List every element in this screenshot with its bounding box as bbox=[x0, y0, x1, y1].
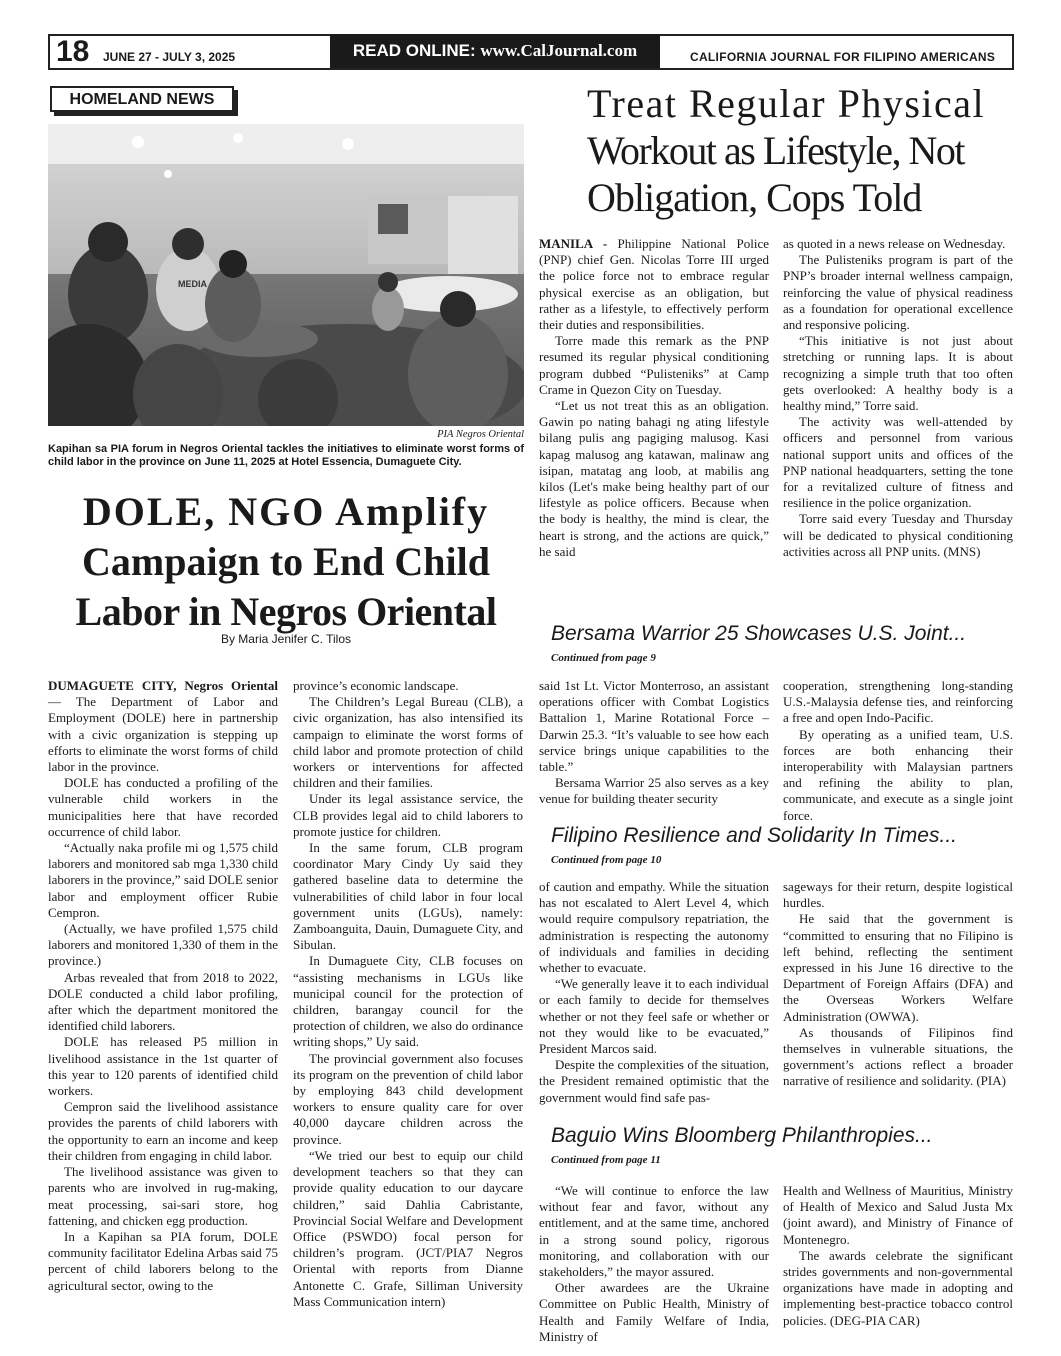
treat-paragraph: Torre said every Tuesday and Thursday will be dedicated to physical conditioning activities across all PNP units. (MNS) bbox=[783, 511, 1013, 559]
dole-paragraph: “We tried our best to equip our child development teachers so that they can provide quality education to our daycare children,” said Dahlia Cabristante, Provincial Social Welfare and Development Office (PSWDO) focal person for children’s program. (JCT/PIA7 Negros Oriental with reports from Dianne Antonette C. Grafe, Silliman University Mass Communication intern) bbox=[293, 1147, 523, 1309]
baguio-paragraph: “We will continue to enforce the law without fear and favor, without any entitlement, and at the same time, anchored in a strong sound policy, rigorous monitoring, and collaboration with our stakeholders,” the mayor assured. bbox=[539, 1183, 769, 1280]
page-number: 18 bbox=[56, 35, 90, 68]
dole-paragraph: The Children’s Legal Bureau (CLB), a civic organization, has also intensified its campaign to eliminate the worst forms of child labor and promote protection of child workers or interventions for affected children and their families. bbox=[293, 694, 523, 791]
dole-headline-line2: Campaign to End Child bbox=[82, 539, 490, 584]
resilience-continued: Continued from page 10 bbox=[551, 854, 662, 866]
baguio-paragraph: Health and Wellness of Mauritius, Ministry of Health of Mexico and Salud Justa Mx (joint award), and Ministry of Finance of Montenegro. bbox=[783, 1183, 1013, 1247]
treat-paragraph: as quoted in a news release on Wednesday. bbox=[783, 236, 1006, 251]
issue-date: JUNE 27 - JULY 3, 2025 bbox=[103, 50, 236, 64]
baguio-column-2 bbox=[783, 1183, 1013, 1329]
dole-column-2 bbox=[293, 678, 523, 1310]
bersama-paragraph: By operating as a unified team, U.S. forces are both enhancing their interoperability with Malaysian partners and refining the ability to plan, communicate, and execute as a single joint force. bbox=[783, 726, 1013, 823]
dole-paragraph: province’s economic landscape. bbox=[293, 678, 459, 693]
dole-paragraph: The provincial government also focuses its program on the prevention of child labor by employing 843 child development workers to ensure quality care for over 40,000 daycare children across the province. bbox=[293, 1050, 523, 1147]
baguio-column-1 bbox=[539, 1183, 769, 1345]
treat-paragraph: Torre made this remark as the PNP resumed its regular physical conditioning program dubbed “Pulisteniks” at Camp Crame in Quezon City on Tuesday. bbox=[539, 333, 769, 397]
dole-paragraph: Under its legal assistance service, the CLB provides legal aid to child laborers to promote justice for children. bbox=[293, 791, 523, 839]
shirt-text: MEDIA bbox=[178, 279, 207, 289]
bersama-paragraph: Bersama Warrior 25 also serves as a key venue for building theater security bbox=[539, 775, 769, 807]
dole-headline-line1: DOLE, NGO Amplify bbox=[82, 489, 490, 534]
resilience-paragraph: He said that the government is “committed to ensuring that no Filipino is left behind, reflecting the sentiment expressed in his June 16 directive to the Department of Foreign Affairs (DFA) and the Overseas Workers Welfare Administration (OWWA). bbox=[783, 911, 1013, 1024]
bersama-continued: Continued from page 9 bbox=[551, 652, 656, 664]
dole-dateline: DUMAGUETE CITY, Negros Oriental bbox=[48, 678, 278, 693]
resilience-paragraph: of caution and empathy. While the situation has not escalated to Alert Level 4, which would require compulsory repatriation, the administration is respecting the autonomy of individuals and families in deciding whether to evacuate. bbox=[539, 879, 769, 976]
resilience-paragraph: Despite the complexities of the situation, the President remained optimistic that the government would find safe pas- bbox=[539, 1057, 769, 1105]
treat-dateline: MANILA - bbox=[539, 236, 608, 251]
read-online-banner bbox=[330, 34, 660, 68]
bersama-paragraph: cooperation, strengthening long-standing U.S.-Malaysia defense ties, and reinforcing a free and open Indo-Pacific. bbox=[783, 678, 1013, 726]
treat-headline-line1: Treat Regular Physical bbox=[587, 81, 986, 126]
treat-paragraph: “Let us not treat this as an obligation. Gawin po nating bahagi ng ating lifestyle bilang pulis ang pagiging malusog. Kasi kapag malusog ang katawan, malinaw ang isipan, matatag ang loob, at mabilis ang kilos (Let's make being healthy part of our lifestyle as police officers. Because when the body is healthy, the mind is clear, the heart is strong, and the actions are quick,” he said bbox=[539, 398, 769, 559]
baguio-continued: Continued from page 11 bbox=[551, 1154, 661, 1166]
treat-column-1 bbox=[539, 236, 769, 560]
baguio-headline: Baguio Wins Bloomberg Philanthropies... bbox=[551, 1124, 933, 1147]
bersama-headline: Bersama Warrior 25 Showcases U.S. Joint... bbox=[551, 622, 967, 645]
dole-paragraph: In Dumaguete City, CLB focuses on “assisting mechanisms in LGUs like municipal council for the protection of children, barangay council for the protection of children, we also do ordinance writing shops,” Uy said. bbox=[293, 953, 523, 1050]
resilience-paragraph: sageways for their return, despite logistical hurdles. bbox=[783, 879, 1013, 911]
dole-paragraph: (Actually, we have profiled 1,575 child laborers and monitored 1,330 of them in the province.) bbox=[48, 921, 278, 969]
bersama-paragraph: said 1st Lt. Victor Monterroso, an assistant operations officer with Combat Logistics Battalion 1, Marine Rotational Force – Darwin 25.3. “It’s valuable to see how each service brings unique capabilities to the table.” bbox=[539, 678, 769, 775]
bersama-column-1 bbox=[539, 678, 769, 808]
treat-paragraph: The Pulisteniks program is part of the PNP’s broader internal wellness campaign, reinforcing the value of physical readiness as a foundation for operational excellence and responsive policing. bbox=[783, 252, 1013, 333]
treat-headline-line2: Workout as Lifestyle, Not bbox=[587, 128, 964, 173]
resilience-column-1 bbox=[539, 879, 769, 1106]
baguio-paragraph: Other awardees are the Ukraine Committee on Public Health, Ministry of Health and Family Welfare of India, Ministry of bbox=[539, 1280, 769, 1344]
resilience-headline: Filipino Resilience and Solidarity In Times... bbox=[551, 824, 957, 847]
dole-paragraph: “Actually naka profile mi og 1,575 child laborers and monitored sab mga 1,330 child laborers in the province,” said DOLE senior labor and employment officer Rubie Cempron. bbox=[48, 840, 278, 920]
photo-caption: Kapihan sa PIA forum in Negros Oriental tackles the initiatives to eliminate worst forms of child labor in the province on June 11, 2025 at Hotel Essencia, Dumaguete City. bbox=[48, 443, 524, 468]
resilience-paragraph: As thousands of Filipinos find themselves in vulnerable situations, the government’s actions reflect a broader narrative of resilience and solidarity. (PIA) bbox=[783, 1024, 1013, 1089]
dole-paragraph: DOLE has released P5 million in livelihood assistance in the 1st quarter of this year to 120 parents of identified child workers. bbox=[48, 1034, 278, 1099]
treat-headline-line3: Obligation, Cops Told bbox=[587, 175, 922, 220]
treat-headline bbox=[587, 80, 1017, 221]
dole-paragraph: Cempron said the livelihood assistance provides the parents of child laborers with the opportunity to earn an income and keep their children from engaging in child labor. bbox=[48, 1099, 278, 1163]
dole-column-1 bbox=[48, 678, 278, 1294]
bersama-column-2 bbox=[783, 678, 1013, 824]
section-label: HOMELAND NEWS bbox=[50, 86, 234, 112]
treat-paragraph: MANILA - Philippine National Police (PNP) chief Gen. Nicolas Torre III urged the police force not to embrace regular physical exercise as an obligation, but rather as a lifestyle, to effectively perform their duties and responsibilities. bbox=[539, 236, 769, 333]
dole-headline bbox=[48, 487, 524, 637]
dole-paragraph: DOLE has conducted a profiling of the vulnerable child workers in the municipalities here that have recorded occurrence of child labor. bbox=[48, 775, 278, 839]
read-online-url[interactable]: www.CalJournal.com bbox=[480, 41, 638, 60]
read-online-label: READ ONLINE: bbox=[352, 41, 476, 60]
photo-credit: PIA Negros Oriental bbox=[437, 429, 524, 440]
treat-column-2 bbox=[783, 236, 1013, 560]
dole-paragraph: The livelihood assistance was given to parents who are involved in rug-making, meat processing, sai-sari store, hog fattening, and chicken egg production. bbox=[48, 1164, 278, 1228]
dole-byline: By Maria Jenifer C. Tilos bbox=[220, 632, 352, 646]
dole-paragraph: DUMAGUETE CITY, Negros Oriental — The Department of Labor and Employment (DOLE) here in partnership with a civic organization is stepping up efforts to eliminate the worst forms of child labor in the province. bbox=[48, 678, 278, 775]
dole-headline-line3: Labor in Negros Oriental bbox=[75, 589, 497, 634]
dole-paragraph: In a Kapihan sa PIA forum, DOLE community facilitator Edelina Arbas said 75 percent of child laborers belong to the agricultural sector, owing to the bbox=[48, 1228, 278, 1293]
resilience-column-2 bbox=[783, 879, 1013, 1090]
treat-paragraph: The activity was well-attended by officers and personnel from various national support units and offices of the PNP national headquarters, setting the tone for a revitalized culture of fitness and resilience in the police organization. bbox=[783, 414, 1013, 511]
publication-name: CALIFORNIA JOURNAL FOR FILIPINO AMERICANS bbox=[690, 50, 996, 64]
dole-paragraph: Arbas revealed that from 2018 to 2022, DOLE conducted a child labor profiling, after which the department monitored the identified child laborers. bbox=[48, 969, 278, 1034]
baguio-paragraph: The awards celebrate the significant strides governments and non-governmental organizations have made in adopting and implementing best-practice tobacco control policies. (DEG-PIA CAR) bbox=[783, 1247, 1013, 1328]
resilience-paragraph: “We generally leave it to each individual or each family to decide for themselves whether or not they feel safe or whether or not they would like to be evacuated,” President Marcos said. bbox=[539, 976, 769, 1057]
treat-paragraph: “This initiative is not just about stretching or running laps. It is about recognizing a simple truth that too often gets overlooked: A healthy body is a healthy mind,” Torre said. bbox=[783, 333, 1013, 414]
forum-photo bbox=[48, 124, 524, 426]
dole-paragraph: In the same forum, CLB program coordinator Mary Cindy Uy said they gathered baseline data to determine the vulnerabilities of child labor in four local government units (LGUs), namely: Zamboanguita, Dauin, Dumaguete City, and Sibulan. bbox=[293, 840, 523, 953]
